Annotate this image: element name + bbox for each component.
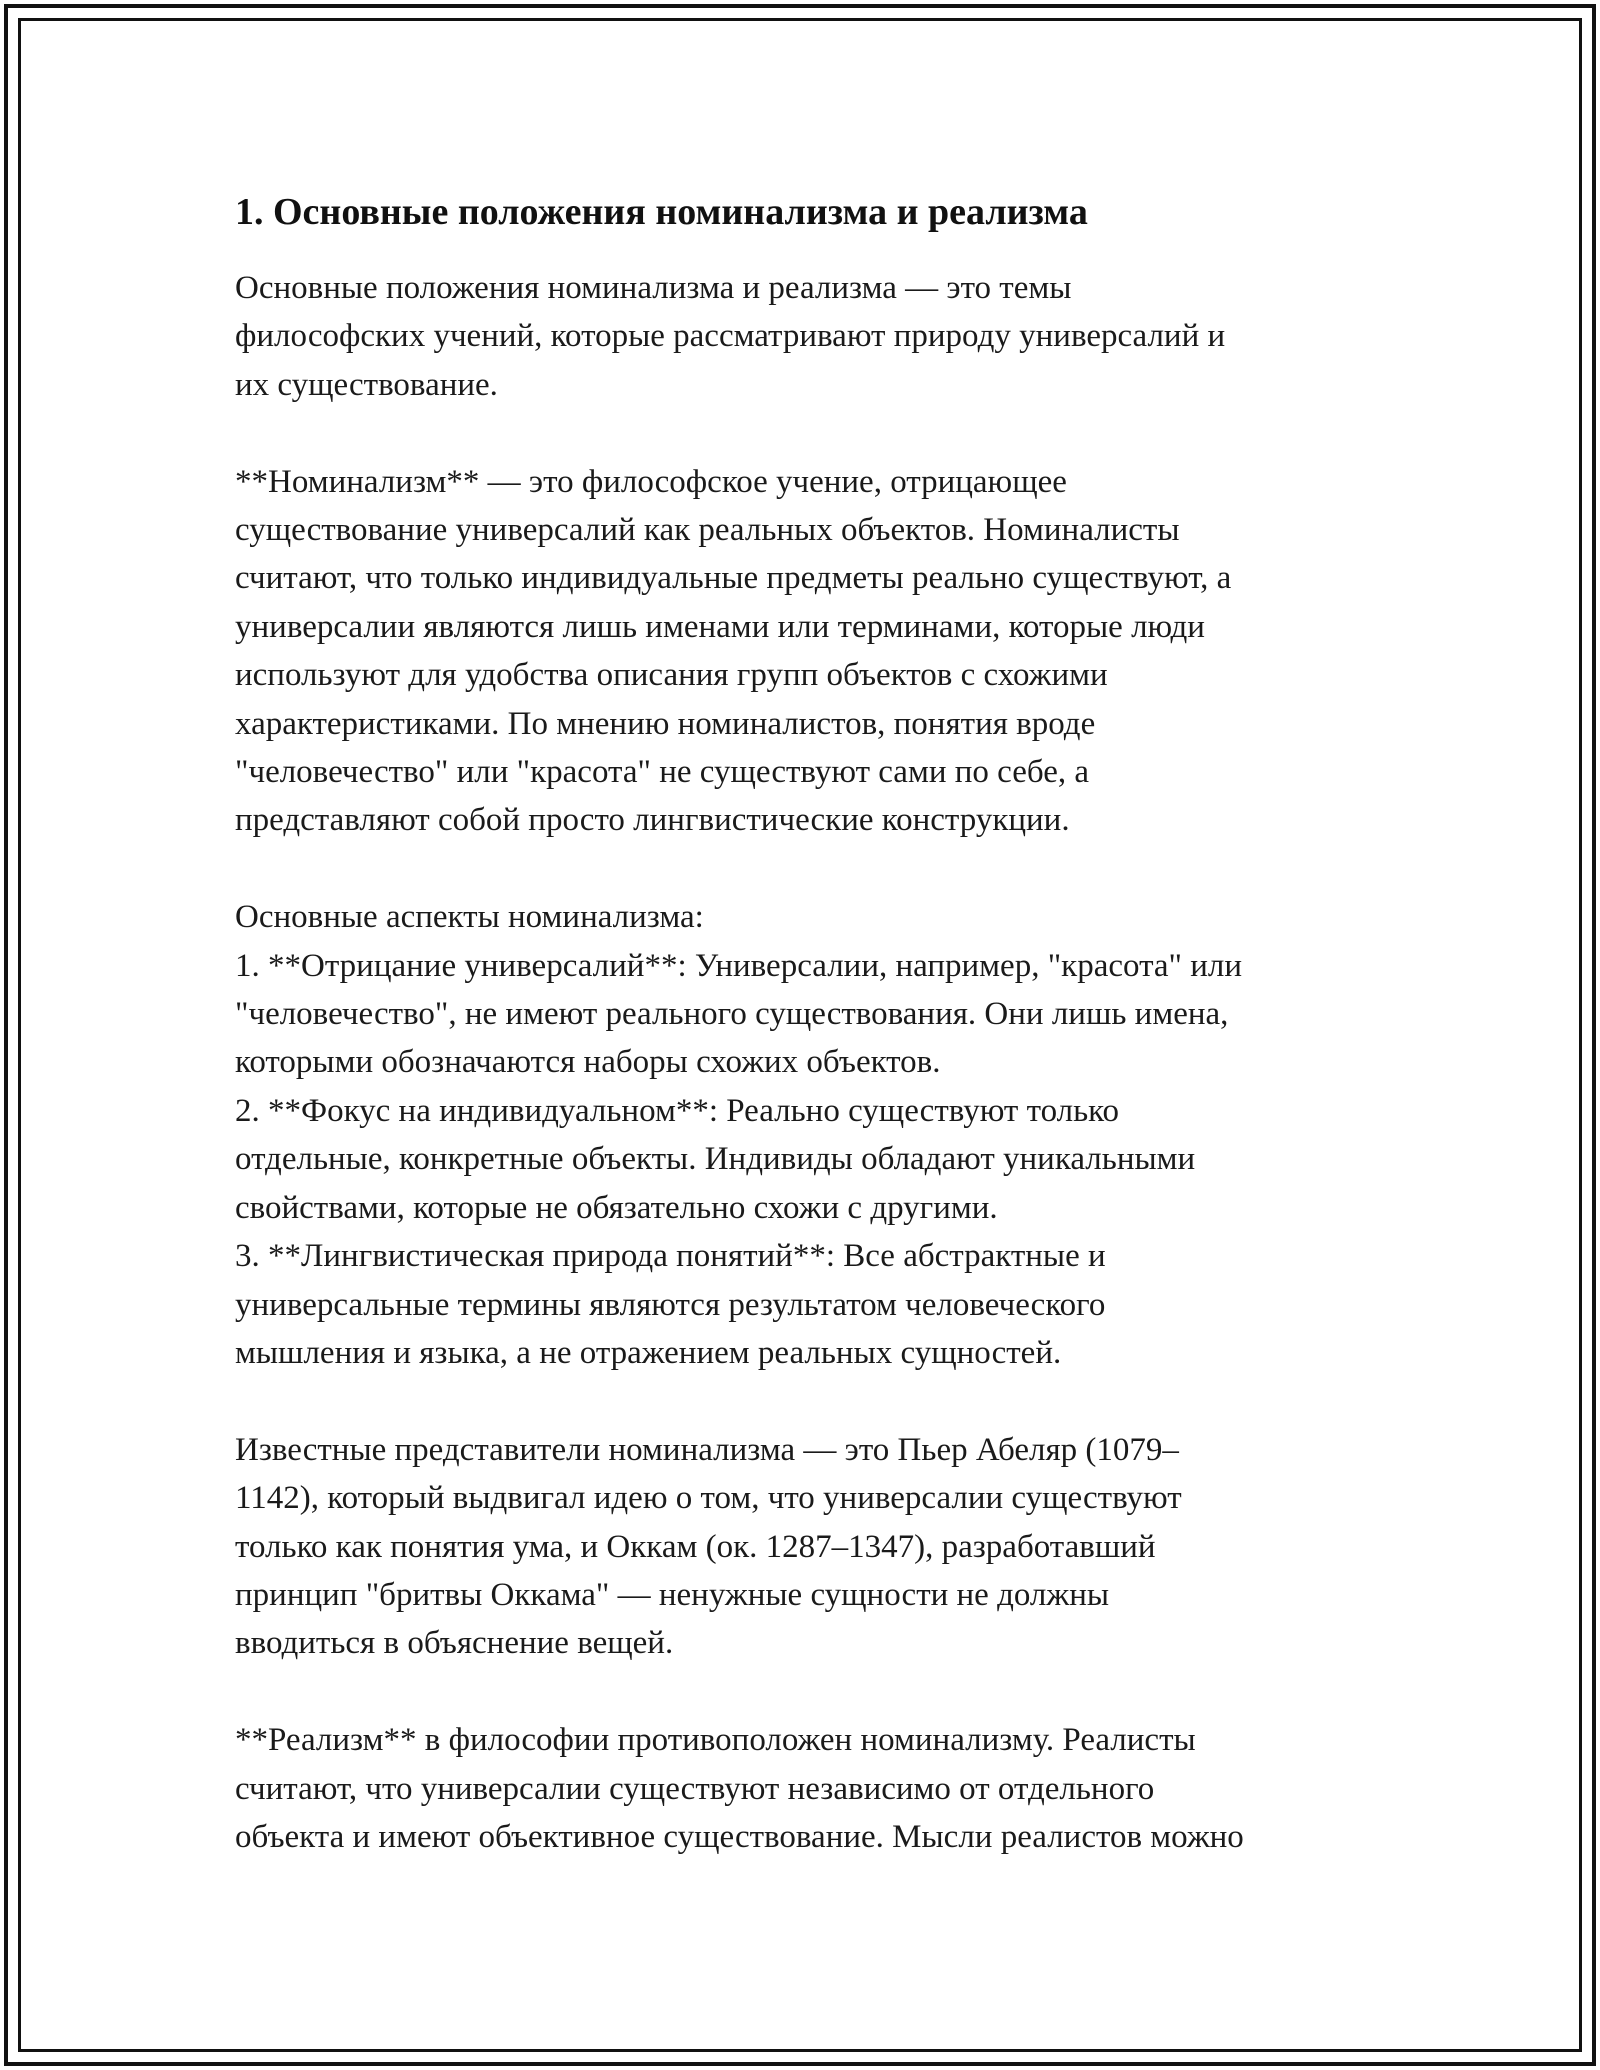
text-line: Основные аспекты номинализма: bbox=[235, 899, 704, 936]
document-body bbox=[235, 188, 1415, 1910]
text-line: представляют собой просто лингвистические конструкции. bbox=[235, 802, 1070, 839]
text-line: Известные представители номинализма — это Пьер Абеляр (1079– bbox=[235, 1431, 1179, 1468]
section-heading: 1. Основные положения номинализма и реализма bbox=[235, 191, 1088, 233]
text-line: объекта и имеют объективное существование. Мысли реалистов можно bbox=[235, 1818, 1244, 1855]
text-line: универсальные термины являются результатом человеческого bbox=[235, 1286, 1106, 1323]
text-line: **Номинализм** — это философское учение, отрицающее bbox=[235, 463, 1067, 500]
text-line: Основные положения номинализма и реализма — это темы bbox=[235, 270, 1072, 306]
text-line: характеристиками. По мнению номиналистов, понятия вроде bbox=[235, 705, 1096, 742]
text-line: принцип "бритвы Оккама" — ненужные сущности не должны bbox=[235, 1576, 1110, 1613]
text-line: философских учений, которые рассматривают природу универсалий и bbox=[235, 318, 1226, 355]
text-line: которыми обозначаются наборы схожих объектов. bbox=[235, 1044, 941, 1081]
text-line: 1. **Отрицание универсалий**: Универсалии, например, "красота" или bbox=[235, 947, 1243, 984]
text-line: 3. **Лингвистическая природа понятий**: Все абстрактные и bbox=[235, 1238, 1106, 1275]
text-line: "человечество", не имеют реального существования. Они лишь имена, bbox=[235, 996, 1229, 1033]
text-line: отдельные, конкретные объекты. Индивиды обладают уникальными bbox=[235, 1141, 1196, 1178]
text-line: существование универсалий как реальных объектов. Номиналисты bbox=[235, 512, 1180, 549]
text-line: их существование. bbox=[235, 366, 498, 403]
paragraph-representatives bbox=[235, 1426, 1415, 1668]
text-line: вводиться в объяснение вещей. bbox=[235, 1625, 674, 1662]
text-line: "человечество" или "красота" не существуют сами по себе, а bbox=[235, 754, 1090, 791]
text-line: 1142), который выдвигал идею о том, что универсалии существуют bbox=[235, 1480, 1182, 1517]
text-line: свойствами, которые не обязательно схожи с другими. bbox=[235, 1189, 998, 1226]
text-line: считают, что универсалии существуют независимо от отдельного bbox=[235, 1770, 1155, 1807]
text-line: считают, что только индивидуальные предметы реально существуют, а bbox=[235, 560, 1232, 597]
text-line: **Реализм** в философии противоположен номинализму. Реалисты bbox=[235, 1722, 1196, 1759]
text-line: мышления и языка, а не отражением реальных сущностей. bbox=[235, 1334, 1062, 1371]
paragraph-realism bbox=[235, 1716, 1415, 1861]
text-line: только как понятия ума, и Оккам (ок. 1287–1347), разработавший bbox=[235, 1528, 1156, 1565]
text-line: используют для удобства описания групп объектов с схожими bbox=[235, 657, 1108, 694]
paragraph-nominalism bbox=[235, 458, 1415, 845]
paragraph-aspects-list bbox=[235, 893, 1415, 1377]
text-line: универсалии являются лишь именами или терминами, которые люди bbox=[235, 608, 1205, 645]
paragraph-intro bbox=[235, 264, 1415, 409]
text-line: 2. **Фокус на индивидуальном**: Реально существуют только bbox=[235, 1092, 1120, 1129]
